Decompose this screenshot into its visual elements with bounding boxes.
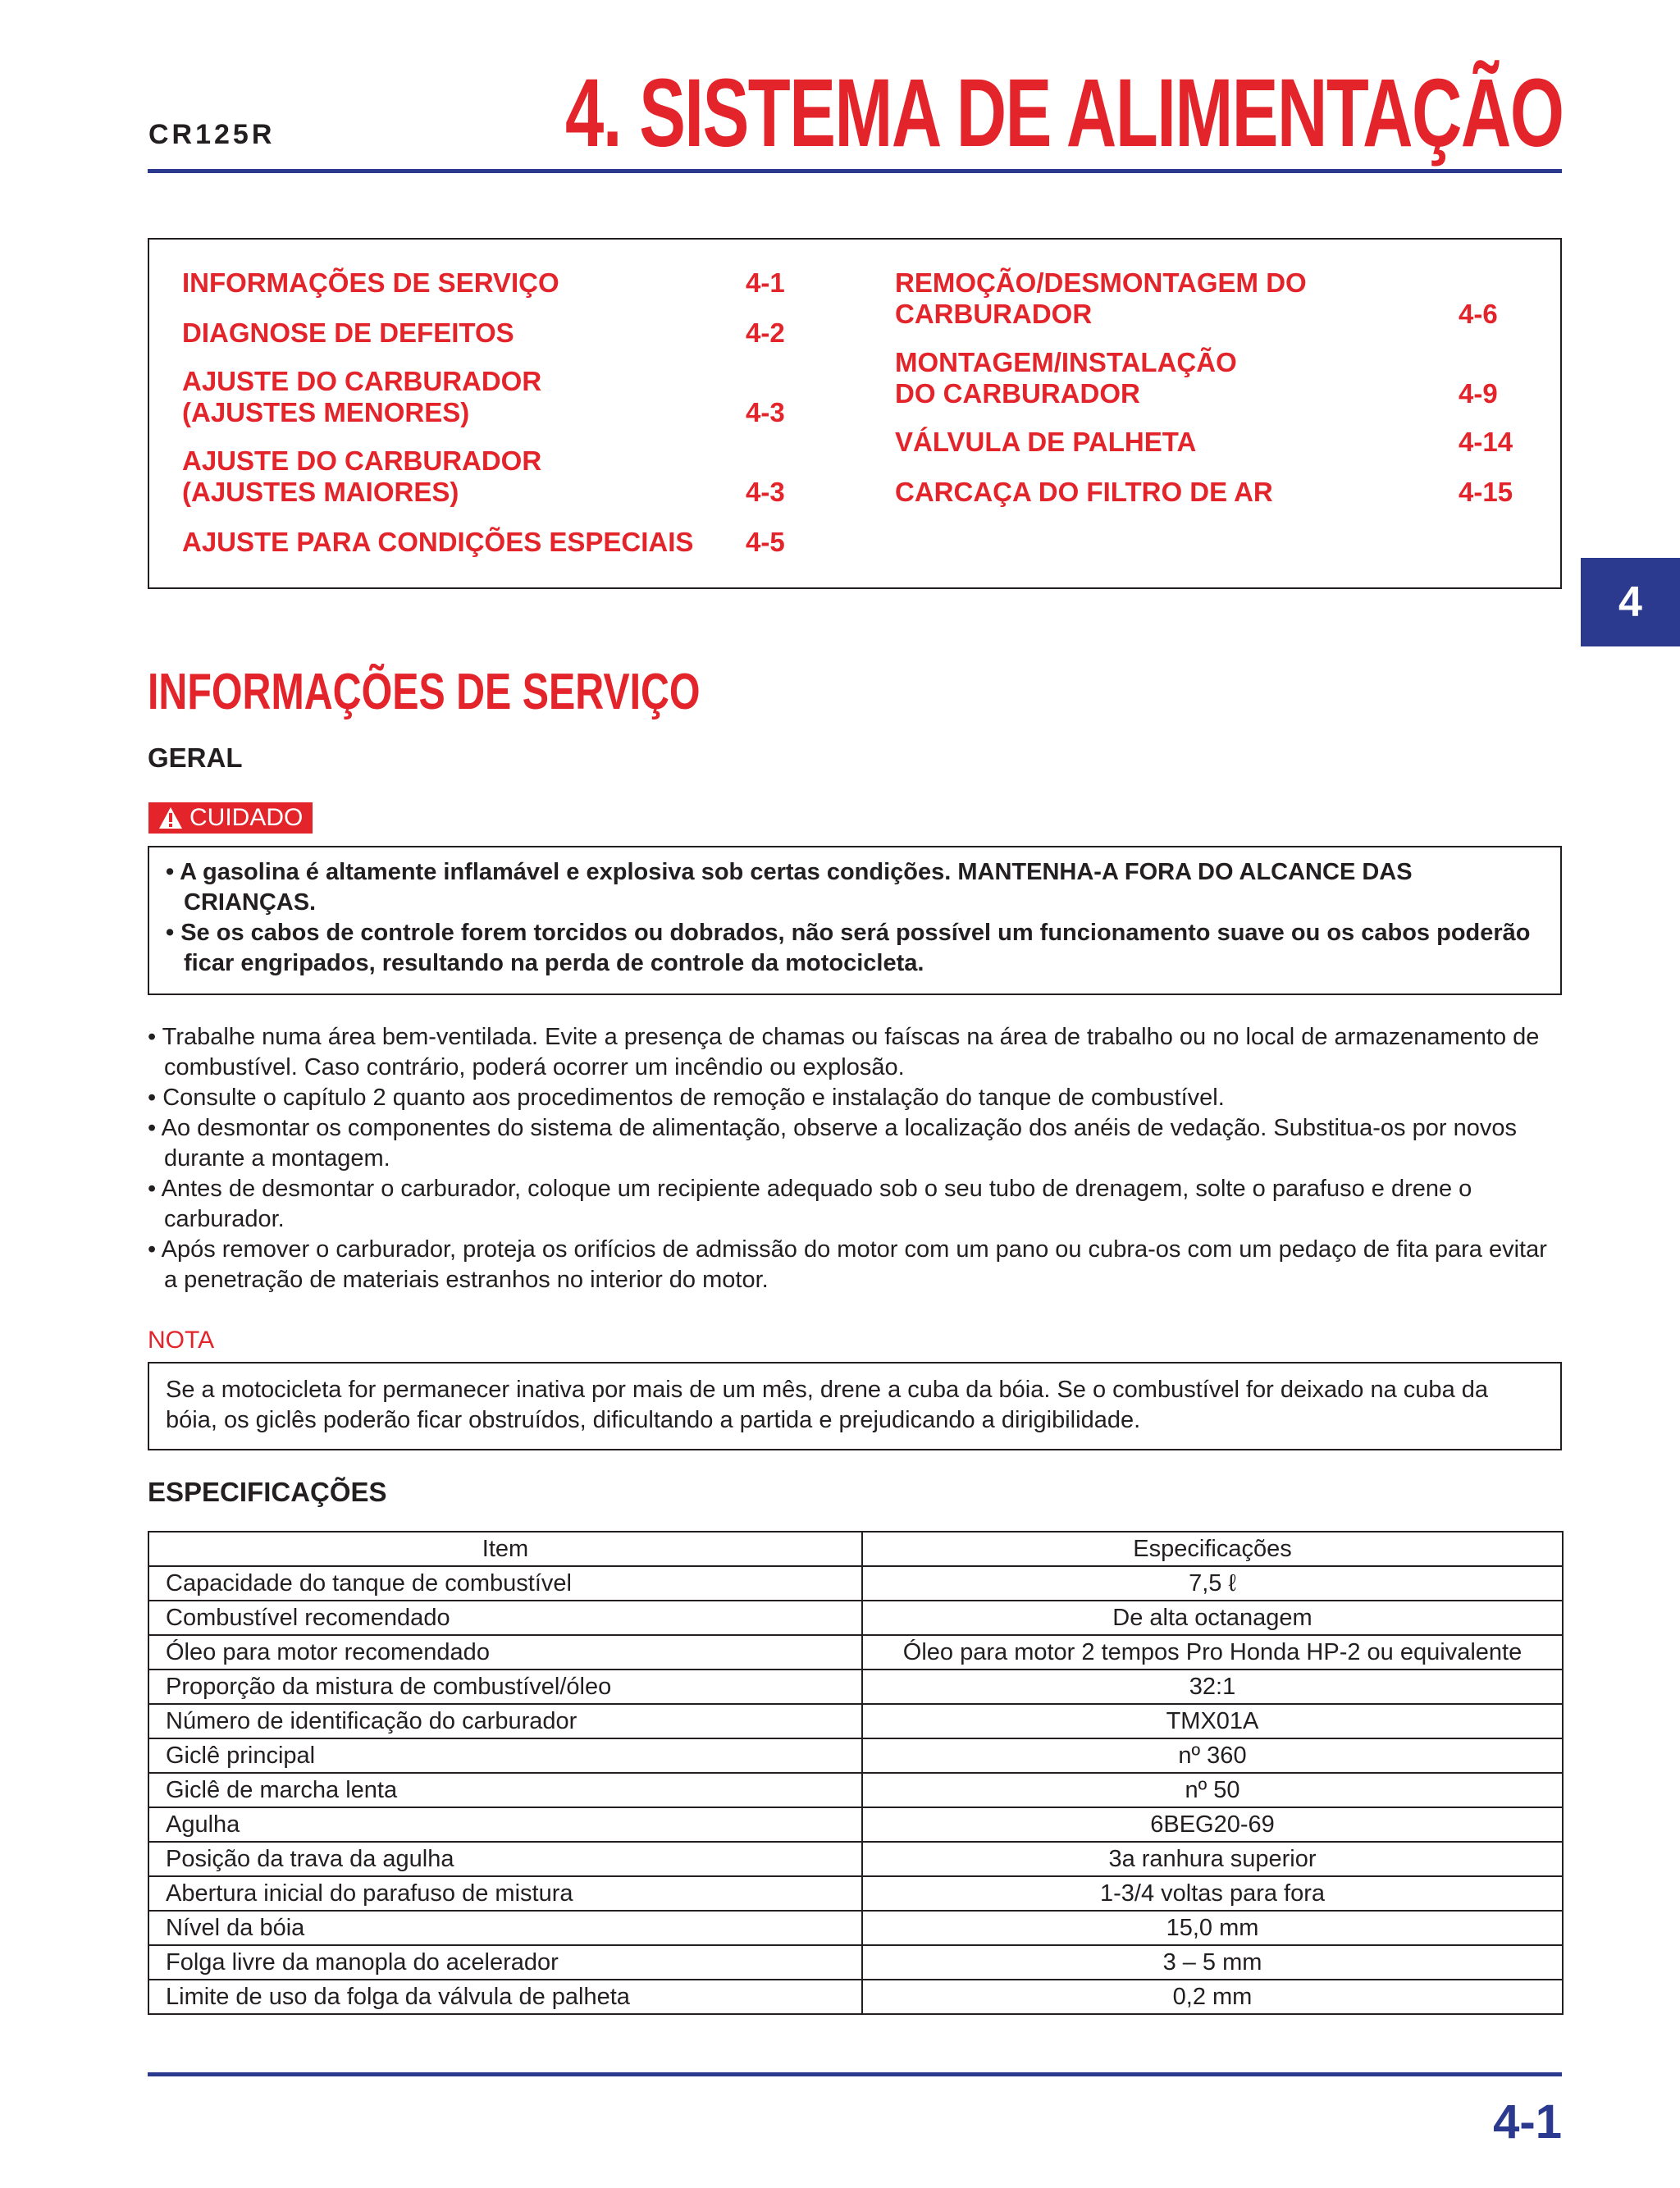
spec-value-cell: 3a ranhura superior [862, 1842, 1563, 1876]
nota-box [148, 1362, 1562, 1450]
table-row [148, 1704, 1563, 1738]
table-row [148, 1738, 1563, 1773]
spec-value-cell: 1-3/4 voltas para fora [862, 1876, 1563, 1911]
toc-item[interactable]: REMOÇÃO/DESMONTAGEM DO [895, 267, 1307, 298]
general-bullets [148, 1022, 1562, 1295]
table-of-contents [148, 238, 1562, 589]
spec-value-cell: 15,0 mm [862, 1911, 1563, 1945]
toc-page: 4-15 [1459, 477, 1513, 507]
toc-item[interactable]: CARBURADOR [895, 299, 1093, 329]
bottom-rule [148, 2072, 1562, 2076]
table-header-cell: Item [148, 1532, 862, 1566]
spec-item-cell: Giclê de marcha lenta [148, 1773, 862, 1807]
spec-value-cell: 3 – 5 mm [862, 1945, 1563, 1980]
spec-value-cell: nº 360 [862, 1738, 1563, 1773]
spec-item-cell: Folga livre da manopla do acelerador [148, 1945, 862, 1980]
caution-item: • A gasolina é altamente inflamável e explosiva sob certas condições. MANTENHA-A FORA DO ALCANCE DAS CRIANÇAS. [166, 859, 1413, 916]
toc-item[interactable]: (AJUSTES MAIORES) [182, 477, 459, 507]
toc-page: 4-6 [1459, 299, 1498, 329]
table-row [148, 1635, 1563, 1670]
spec-value-cell: 0,2 mm [862, 1980, 1563, 2014]
spec-item-cell: Número de identificação do carburador [148, 1704, 862, 1738]
warning-icon [158, 806, 183, 829]
table-row [148, 1980, 1563, 2014]
bullet-item: • Ao desmontar os componentes do sistema de alimentação, observe a localização dos anéis de vedação. Substitua-os por novos durante a montagem. [148, 1115, 1517, 1172]
toc-page: 4-9 [1459, 378, 1498, 409]
toc-item[interactable]: DO CARBURADOR [895, 378, 1140, 409]
table-row [148, 1670, 1563, 1704]
toc-page: 4-5 [746, 527, 785, 557]
table-header-row [148, 1532, 1563, 1566]
table-row [148, 1566, 1563, 1601]
spec-item-cell: Abertura inicial do parafuso de mistura [148, 1876, 862, 1911]
toc-item[interactable]: AJUSTE DO CARBURADOR [182, 445, 542, 476]
caution-label [148, 802, 313, 834]
table-row [148, 1842, 1563, 1876]
spec-value-cell: nº 50 [862, 1773, 1563, 1807]
model-name: CR125R [148, 119, 276, 150]
chapter-title: 4. SISTEMA DE ALIMENTAÇÃO [564, 59, 1563, 167]
toc-item[interactable]: AJUSTE DO CARBURADOR [182, 366, 542, 396]
bullet-item: • Após remover o carburador, proteja os orifícios de admissão do motor com um pano ou cubra-os com um pedaço de fita para evitar a penetração de materiais estranhos no interior do motor. [148, 1236, 1547, 1293]
spec-item-cell: Combustível recomendado [148, 1601, 862, 1635]
toc-item[interactable]: DIAGNOSE DE DEFEITOS [182, 317, 514, 348]
bullet-item: • Trabalhe numa área bem-ventilada. Evite a presença de chamas ou faíscas na área de trabalho ou no local de armazenamento de combustível. Caso contrário, poderá ocorrer um incêndio ou explosão. [148, 1024, 1540, 1080]
toc-page: 4-3 [746, 397, 785, 427]
caution-box [148, 846, 1562, 995]
spec-item-cell: Limite de uso da folga da válvula de palheta [148, 1980, 862, 2014]
table-row [148, 1945, 1563, 1980]
page-number: 4-1 [1493, 2095, 1562, 2149]
general-heading: GERAL [148, 742, 243, 773]
toc-page: 4-14 [1459, 427, 1513, 457]
caution-text: CUIDADO [189, 804, 304, 831]
toc-page: 4-3 [746, 477, 785, 507]
spec-table-body [148, 1532, 1563, 2014]
toc-item[interactable]: INFORMAÇÕES DE SERVIÇO [182, 267, 559, 298]
toc-page: 4-1 [746, 267, 785, 298]
spec-value-cell: De alta octanagem [862, 1601, 1563, 1635]
spec-table [148, 1531, 1564, 2015]
spec-item-cell: Agulha [148, 1807, 862, 1842]
spec-item-cell: Óleo para motor recomendado [148, 1635, 862, 1670]
spec-heading: ESPECIFICAÇÕES [148, 1477, 387, 1507]
spec-value-cell: Óleo para motor 2 tempos Pro Honda HP-2 ou equivalente [862, 1635, 1563, 1670]
toc-item[interactable]: AJUSTE PARA CONDIÇÕES ESPECIAIS [182, 527, 694, 557]
nota-text: Se a motocicleta for permanecer inativa por mais de um mês, drene a cuba da bóia. Se o combustível for deixado na cuba da bóia, os giclês poderão ficar obstruídos, dificultando a partida e prejudicando a dirigibilidade. [166, 1377, 1489, 1433]
spec-item-cell: Posição da trava da agulha [148, 1842, 862, 1876]
bullet-item: • Antes de desmontar o carburador, coloque um recipiente adequado sob o seu tubo de drenagem, solte o parafuso e drene o carburador. [148, 1176, 1472, 1232]
nota-label: NOTA [148, 1327, 215, 1354]
toc-item[interactable]: CARCAÇA DO FILTRO DE AR [895, 477, 1273, 507]
section-title: INFORMAÇÕES DE SERVIÇO [148, 664, 701, 720]
toc-item[interactable]: VÁLVULA DE PALHETA [895, 427, 1197, 457]
spec-item-cell: Giclê principal [148, 1738, 862, 1773]
spec-item-cell: Nível da bóia [148, 1911, 862, 1945]
table-header-cell: Especificações [862, 1532, 1563, 1566]
table-row [148, 1601, 1563, 1635]
top-rule [148, 169, 1562, 173]
table-row [148, 1911, 1563, 1945]
table-row [148, 1876, 1563, 1911]
table-row [148, 1773, 1563, 1807]
bullet-item: • Consulte o capítulo 2 quanto aos procedimentos de remoção e instalação do tanque de combustível. [148, 1085, 1225, 1111]
toc-item[interactable]: (AJUSTES MENORES) [182, 397, 470, 427]
spec-value-cell: 32:1 [862, 1670, 1563, 1704]
caution-item: • Se os cabos de controle forem torcidos ou dobrados, não será possível um funcionamento suave ou os cabos poderão ficar engripados, resultando na perda de controle da motocicleta. [166, 920, 1531, 976]
spec-value-cell: TMX01A [862, 1704, 1563, 1738]
table-row [148, 1807, 1563, 1842]
chapter-side-tab: 4 [1581, 558, 1680, 646]
toc-item[interactable]: MONTAGEM/INSTALAÇÃO [895, 347, 1237, 377]
spec-item-cell: Capacidade do tanque de combustível [148, 1566, 862, 1601]
spec-value-cell: 7,5 ℓ [862, 1566, 1563, 1601]
toc-page: 4-2 [746, 317, 785, 348]
spec-item-cell: Proporção da mistura de combustível/óleo [148, 1670, 862, 1704]
spec-value-cell: 6BEG20-69 [862, 1807, 1563, 1842]
